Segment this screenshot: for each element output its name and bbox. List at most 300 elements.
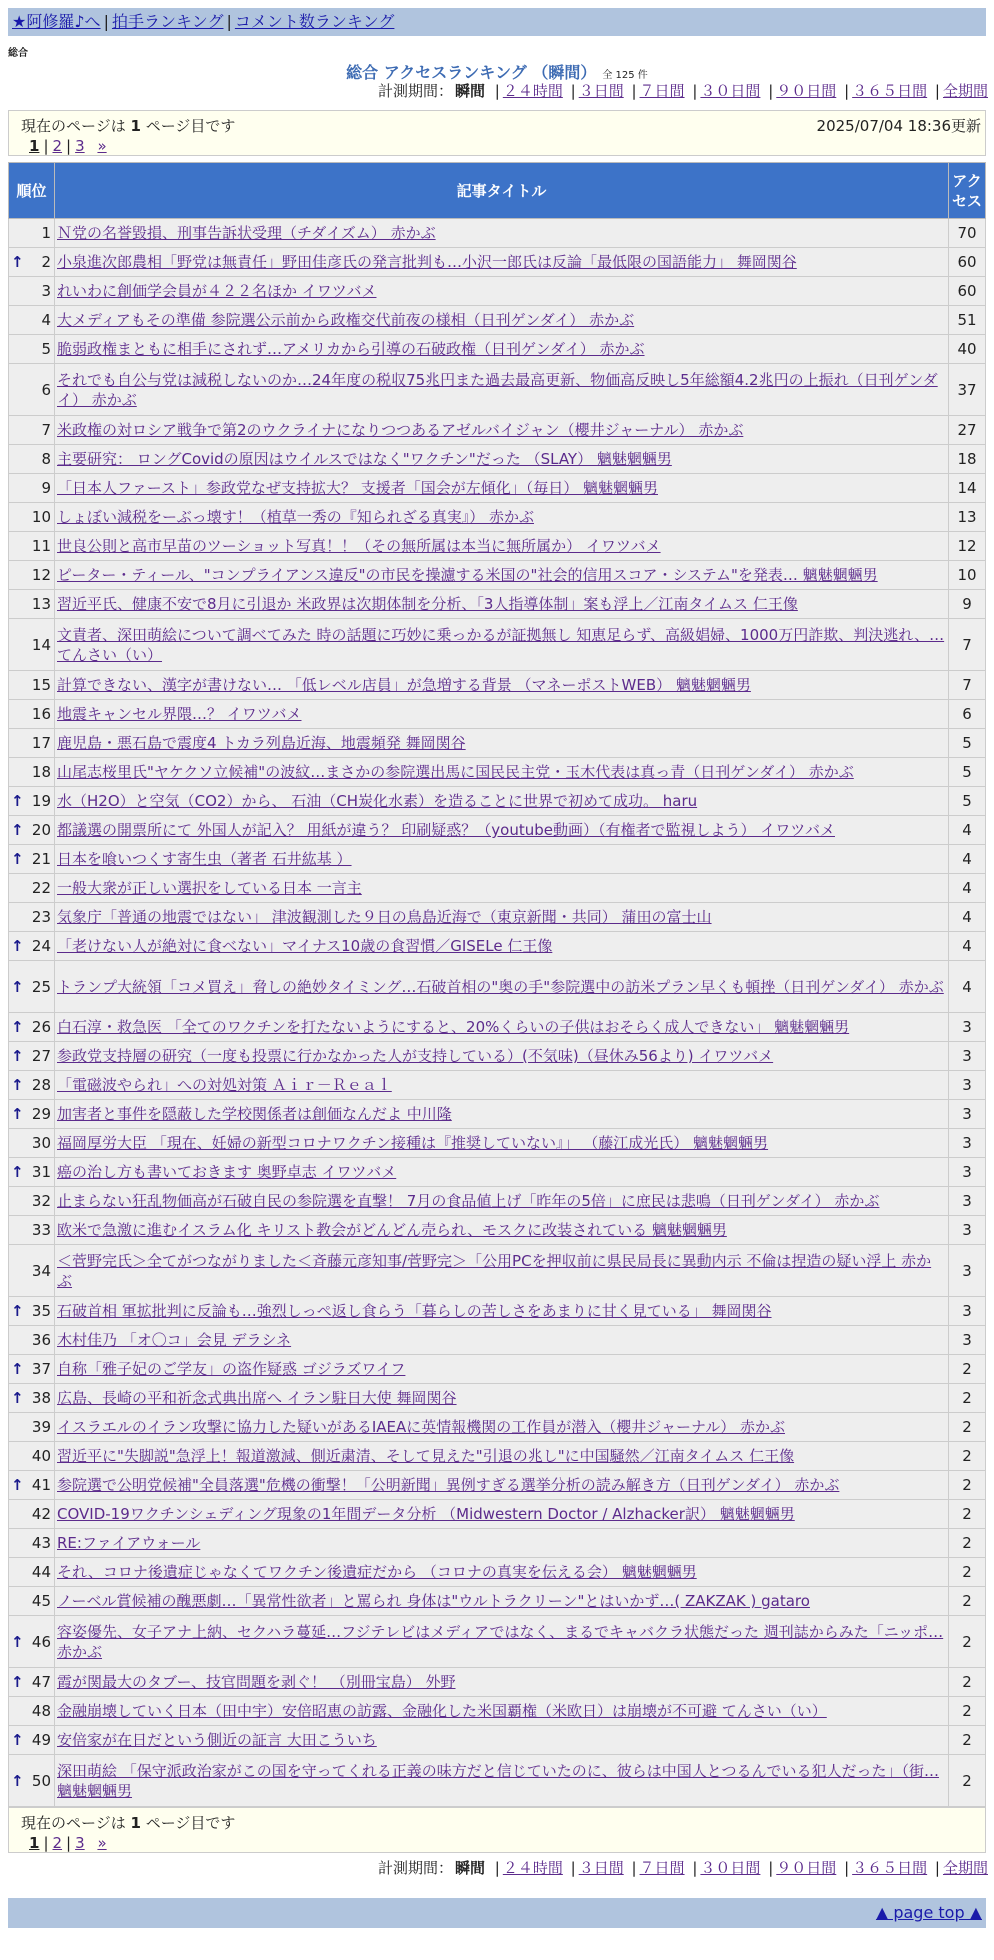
title-cell — [55, 1245, 949, 1297]
article-link[interactable]: イスラエルのイラン攻撃に協力した疑いがあるIAEAに英情報機関の工作員が潜入（櫻井ジャーナル） 赤かぶ — [57, 1418, 785, 1436]
clap-ranking-link[interactable]: 拍手ランキング — [111, 12, 224, 31]
rank-number: 18 — [31, 763, 51, 781]
rank-cell — [9, 1245, 55, 1297]
period-option-90d[interactable]: ９０日間 — [776, 1859, 837, 1877]
rank-cell — [9, 845, 55, 874]
access-count: 4 — [949, 816, 986, 845]
access-count: 2 — [949, 1755, 986, 1807]
rank-number: 13 — [31, 595, 51, 613]
pagination-page-2[interactable]: 2 — [52, 1834, 63, 1852]
title-cell — [55, 1529, 949, 1558]
article-link[interactable]: 木村佳乃 「オ〇コ」会見 デラシネ — [57, 1331, 292, 1349]
period-option-90d[interactable]: ９０日間 — [776, 82, 837, 100]
total-count: 全 125 件 — [602, 70, 648, 81]
article-link[interactable]: 欧米で急激に進むイスラム化 キリスト教会がどんどん売られ、モスクに改装されている 魑魅魍魎男 — [57, 1221, 727, 1239]
rank-cell — [9, 1668, 55, 1697]
rank-number: 16 — [31, 705, 51, 723]
period-option-3d[interactable]: ３日間 — [578, 82, 624, 100]
rank-number: 24 — [31, 937, 51, 955]
title-cell — [55, 1013, 949, 1042]
article-link[interactable]: 広島、長崎の平和祈念式典出席へ イラン駐日大使 舞岡関谷 — [57, 1389, 457, 1407]
access-count: 2 — [949, 1558, 986, 1587]
rank-cell — [9, 700, 55, 729]
access-count: 3 — [949, 1187, 986, 1216]
title-cell — [55, 1755, 949, 1807]
table-row — [9, 671, 986, 700]
rank-number: 47 — [31, 1673, 51, 1691]
article-link[interactable]: ピーター・ティール、"コンプライアンス違反"の市民を操濾する米国の"社会的信用スコア・システム"を発表… 魑魅魍魎男 — [57, 566, 878, 584]
rank-number: 43 — [31, 1534, 51, 1552]
table-row — [9, 335, 986, 364]
access-count: 4 — [949, 874, 986, 903]
table-row — [9, 474, 986, 503]
title-cell — [55, 671, 949, 700]
article-link[interactable]: 日本を喰いつくす寄生虫（著者 石井紘基 ） — [57, 850, 352, 868]
rank-number: 28 — [31, 1076, 51, 1094]
rank-up-icon: ↑ — [11, 1771, 24, 1790]
article-link[interactable]: Ｎ党の名誉毀損、刑事告訴状受理（チダイズム） 赤かぶ — [57, 224, 436, 242]
access-count: 2 — [949, 1587, 986, 1616]
pagination-page-2[interactable]: 2 — [52, 137, 63, 155]
rank-cell — [9, 1013, 55, 1042]
rank-up-icon: ↑ — [11, 1018, 24, 1036]
table-row — [9, 1326, 986, 1355]
table-row — [9, 1500, 986, 1529]
rank-number: 17 — [31, 734, 51, 752]
title-cell — [55, 619, 949, 671]
rank-cell — [9, 1558, 55, 1587]
rank-number: 14 — [31, 635, 51, 654]
footer-bar — [8, 1898, 986, 1928]
table-row — [9, 1726, 986, 1755]
table-row — [9, 903, 986, 932]
table-row — [9, 1616, 986, 1668]
pagination-current: 1 — [29, 137, 40, 155]
title-cell — [55, 503, 949, 532]
title-cell — [55, 1587, 949, 1616]
period-selector-bottom: 計測期間： 瞬間 | ２４時間 | ３日間 | ７日間 | ３０日間 | ９０日間 | ３６５日間 | 全期間 — [377, 1859, 988, 1877]
article-link[interactable]: 主要研究： ロングCovidの原因はウイルスではなく"ワクチン"だった （SLAY） 魑魅魍魎男 — [57, 450, 672, 468]
table-row — [9, 1245, 986, 1297]
article-link[interactable]: トランプ大統領「コメ買え」脅しの絶妙タイミング…石破首相の"奥の手"参院選中の訪米プラン早くも頓挫（日刊ゲンダイ） 赤かぶ — [57, 977, 944, 996]
access-count: 37 — [949, 364, 986, 416]
article-link[interactable]: 参院選で公明党候補"全員落選"危機の衝撃！「公明新聞」異例すぎる選挙分析の読み解き方（日刊ゲンダイ） 赤かぶ — [57, 1476, 840, 1494]
period-option-24h[interactable]: ２４時間 — [502, 82, 563, 100]
rank-cell — [9, 248, 55, 277]
table-row — [9, 1158, 986, 1187]
access-count: 7 — [949, 619, 986, 671]
article-link[interactable]: 霞が関最大のタブー、技官問題を剥ぐ！ （別冊宝島） 外野 — [57, 1673, 456, 1691]
access-count: 5 — [949, 729, 986, 758]
article-link[interactable]: 大メディアもその準備 参院選公示前から政権交代前夜の様相（日刊ゲンダイ） 赤かぶ — [57, 311, 635, 329]
article-link[interactable]: 世良公則と高市早苗のツーショット写真！！（その無所属は本当に無所属か） イワツバメ — [57, 537, 661, 555]
rank-header: 順位 — [9, 163, 55, 219]
table-row — [9, 1384, 986, 1413]
rank-cell — [9, 1442, 55, 1471]
article-link[interactable]: 「老けない人が絶対に食べない」マイナス10歳の食習慣／GISELe 仁王像 — [57, 937, 553, 955]
access-count: 2 — [949, 1384, 986, 1413]
title-cell — [55, 1413, 949, 1442]
title-cell — [55, 932, 949, 961]
rank-up-icon: ↑ — [11, 1047, 24, 1065]
rank-up-icon: ↑ — [11, 1476, 24, 1494]
rank-cell — [9, 219, 55, 248]
table-row — [9, 1100, 986, 1129]
title-cell — [55, 364, 949, 416]
ranking-table — [8, 162, 986, 1807]
table-row — [9, 416, 986, 445]
rank-up-icon: ↑ — [11, 1389, 24, 1407]
rank-number: 2 — [41, 253, 51, 271]
rank-up-icon: ↑ — [11, 1105, 24, 1123]
rank-up-icon: ↑ — [11, 937, 24, 955]
pagination-next[interactable]: » — [97, 137, 107, 155]
rank-cell — [9, 1726, 55, 1755]
title-cell — [55, 1071, 949, 1100]
table-row — [9, 932, 986, 961]
title-cell — [55, 961, 949, 1013]
table-row — [9, 1187, 986, 1216]
table-row — [9, 248, 986, 277]
article-link[interactable]: 鹿児島・悪石島で震度4 トカラ列島近海、地震頻発 舞岡関谷 — [57, 734, 466, 752]
table-row — [9, 1529, 986, 1558]
table-row — [9, 758, 986, 787]
article-link[interactable]: 計算できない、漢字が書けない… 「低レベル店員」が急増する背景 （マネーポストWEB） 魑魅魍魎男 — [57, 676, 751, 694]
rank-number: 5 — [41, 340, 51, 358]
comment-ranking-link[interactable]: コメント数ランキング — [234, 12, 395, 31]
article-link[interactable]: 金融崩壊していく日本（田中宇）安倍昭恵の訪露、金融化した米国覇権（米欧日）は崩壊が不可避 てんさい（い） — [57, 1702, 827, 1720]
period-option-3d[interactable]: ３日間 — [578, 1859, 624, 1877]
rank-cell — [9, 561, 55, 590]
rank-cell — [9, 1500, 55, 1529]
table-row — [9, 1013, 986, 1042]
access-count: 70 — [949, 219, 986, 248]
access-count: 12 — [949, 532, 986, 561]
rank-number: 46 — [31, 1632, 51, 1651]
home-link[interactable]: ★阿修羅♪へ — [12, 12, 101, 31]
rank-number: 34 — [31, 1261, 51, 1280]
rank-cell — [9, 1697, 55, 1726]
rank-up-icon: ↑ — [11, 253, 24, 271]
article-link[interactable]: ノーベル賞候補の醜悪劇…「異常性欲者」と罵られ 身体は"ウルトラクリーン"とはいかず…( ZAKZAK ) gataro — [57, 1592, 810, 1610]
rank-number: 35 — [31, 1302, 51, 1320]
article-link[interactable]: れいわに創価学会員が４２２名ほか イワツバメ — [57, 282, 377, 300]
access-count: 4 — [949, 932, 986, 961]
article-link[interactable]: 文責者、深田萌絵について調べてみた 時の話題に巧妙に乗っかるが証拠無し 知恵足らず、高級娼婦、1000万円詐欺、判決逃れ、… てんさい（い） — [57, 625, 945, 664]
article-link[interactable]: 習近平に"失脚説"急浮上！報道激減、側近粛清、そして見えた"引退の兆し"に中国騒然／江南タイムス 仁王像 — [57, 1447, 795, 1465]
rank-cell — [9, 787, 55, 816]
access-count: 2 — [949, 1726, 986, 1755]
access-count: 27 — [949, 416, 986, 445]
rank-number: 49 — [31, 1731, 51, 1749]
article-link[interactable]: 参政党支持層の研究（一度も投票に行かなかった人が支持している）(不気味)（昼休み56より) イワツバメ — [57, 1047, 774, 1065]
pagination-top: 1 | 2 | 3 » — [29, 137, 107, 155]
rank-cell — [9, 903, 55, 932]
article-link[interactable]: 都議選の開票所にて 外国人が記入？ 用紙が違う？ 印刷疑惑？（youtube動画）（有権者で監視しよう） イワツバメ — [57, 821, 835, 839]
period-option-365d[interactable]: ３６５日間 — [852, 82, 928, 100]
period-option-30d[interactable]: ３０日間 — [700, 82, 761, 100]
rank-number: 15 — [31, 676, 51, 694]
period-option-365d[interactable]: ３６５日間 — [852, 1859, 928, 1877]
article-link[interactable]: 脆弱政権まともに相手にされず…アメリカから引導の石破政権（日刊ゲンダイ） 赤かぶ — [57, 340, 645, 358]
period-option-all[interactable]: 全期間 — [942, 82, 988, 100]
title-cell — [55, 248, 949, 277]
table-row — [9, 1697, 986, 1726]
table-row — [9, 590, 986, 619]
access-count: 2 — [949, 1668, 986, 1697]
title-cell — [55, 1726, 949, 1755]
access-count: 2 — [949, 1500, 986, 1529]
title-cell — [55, 1129, 949, 1158]
table-row — [9, 1042, 986, 1071]
rank-up-icon: ↑ — [11, 1731, 24, 1749]
article-link[interactable]: 癌の治し方も書いておきます 奥野卓志 イワツバメ — [57, 1163, 397, 1181]
title-cell — [55, 306, 949, 335]
period-option-all[interactable]: 全期間 — [942, 1859, 988, 1877]
rank-number: 12 — [31, 566, 51, 584]
table-row — [9, 561, 986, 590]
article-link[interactable]: それでも自公与党は減税しないのか…24年度の税収75兆円また過去最高更新、物価高反映し5年総額4.2兆円の上振れ（日刊ゲンダイ） 赤かぶ — [57, 370, 938, 409]
title-cell — [55, 845, 949, 874]
rank-number: 25 — [31, 977, 51, 996]
current-page-text: 現在のページは 1 ページ目です — [21, 117, 236, 135]
table-row — [9, 1129, 986, 1158]
current-page-text: 現在のページは 1 ページ目です — [21, 1814, 236, 1832]
rank-cell — [9, 1187, 55, 1216]
rank-number: 20 — [31, 821, 51, 839]
rank-cell — [9, 532, 55, 561]
table-row — [9, 532, 986, 561]
article-link[interactable]: 地震キャンセル界隈…？ イワツバメ — [57, 705, 302, 723]
rank-cell — [9, 306, 55, 335]
rank-number: 4 — [41, 311, 51, 329]
page-info-top — [8, 110, 986, 156]
title-cell — [55, 219, 949, 248]
pagination-page-3[interactable]: 3 — [75, 137, 85, 155]
table-row — [9, 277, 986, 306]
rank-number: 32 — [31, 1192, 51, 1210]
title-cell — [55, 903, 949, 932]
rank-cell — [9, 1129, 55, 1158]
access-count: 60 — [949, 248, 986, 277]
article-link[interactable]: しょぼい減税をーぶっ壊す！（植草一秀の『知られざる真実』） 赤かぶ — [57, 508, 534, 526]
table-row — [9, 845, 986, 874]
article-link[interactable]: 米政権の対ロシア戦争で第2のウクライナになりつつあるアゼルバイジャン（櫻井ジャーナル） 赤かぶ — [57, 421, 744, 439]
article-link[interactable]: 容姿優先、女子アナ上納、セクハラ蔓延…フジテレビはメディアではなく、まるでキャバクラ状態だった 週刊誌からみた「ニッポ… 赤かぶ — [57, 1622, 944, 1661]
rank-number: 19 — [31, 792, 51, 810]
title-cell — [55, 1500, 949, 1529]
rank-up-icon: ↑ — [11, 821, 24, 839]
pagination-current: 1 — [29, 1834, 40, 1852]
rank-number: 21 — [31, 850, 51, 868]
rank-number: 45 — [31, 1592, 51, 1610]
period-option-7d[interactable]: ７日間 — [639, 82, 685, 100]
rank-number: 50 — [31, 1771, 51, 1790]
table-row — [9, 1355, 986, 1384]
rank-cell — [9, 503, 55, 532]
table-row — [9, 1558, 986, 1587]
title-cell — [55, 1558, 949, 1587]
article-link[interactable]: 習近平氏、健康不安で8月に引退か 米政界は次期体制を分析、「3人指導体制」案も浮上／江南タイムス 仁王像 — [57, 595, 798, 613]
access-count: 2 — [949, 1697, 986, 1726]
rank-up-icon: ↑ — [11, 1673, 24, 1691]
article-link[interactable]: 止まらない狂乱物価高が石破自民の参院選を直撃！ 7月の食品値上げ「昨年の5倍」に庶民は悲鳴（日刊ゲンダイ） 赤かぶ — [57, 1192, 880, 1210]
rank-cell — [9, 1384, 55, 1413]
table-row — [9, 364, 986, 416]
table-row — [9, 1216, 986, 1245]
rank-number: 36 — [31, 1331, 51, 1349]
rank-up-icon: ↑ — [11, 792, 24, 810]
rank-up-icon: ↑ — [11, 1076, 24, 1094]
rank-number: 37 — [31, 1360, 51, 1378]
article-link[interactable]: 深田萌絵 「保守派政治家がこの国を守ってくれる正義の味方だと信じていたのに、彼らは中国人とつるんでいる犯人だった」（街… 魑魅魍魎男 — [57, 1761, 939, 1800]
rank-cell — [9, 1297, 55, 1326]
access-count: 18 — [949, 445, 986, 474]
period-current: 瞬間 — [454, 82, 485, 100]
access-count: 14 — [949, 474, 986, 503]
article-link[interactable]: 「電磁波やられ」への対処対策 Ａｉｒ－Ｒｅａｌ — [57, 1076, 392, 1094]
title-cell — [55, 590, 949, 619]
rank-number: 11 — [31, 537, 51, 555]
rank-cell — [9, 474, 55, 503]
access-count: 51 — [949, 306, 986, 335]
rank-up-icon: ↑ — [11, 1632, 24, 1651]
rank-number: 41 — [31, 1476, 51, 1494]
article-link[interactable]: 山尾志桜里氏"ヤケクソ立候補"の波紋…まさかの参院選出馬に国民民主党・玉木代表は真っ青（日刊ゲンダイ） 赤かぶ — [57, 763, 854, 781]
rank-up-icon: ↑ — [11, 850, 24, 868]
title-cell — [55, 787, 949, 816]
article-link[interactable]: 一般大衆が正しい選択をしている日本 一言主 — [57, 879, 362, 897]
access-count: 3 — [949, 1071, 986, 1100]
pagination-page-3[interactable]: 3 — [75, 1834, 85, 1852]
access-count: 2 — [949, 1529, 986, 1558]
title-cell — [55, 1668, 949, 1697]
title-cell — [55, 1697, 949, 1726]
access-count: 10 — [949, 561, 986, 590]
article-link[interactable]: 白石淳・救急医 「全てのワクチンを打たないようにすると、20%くらいの子供はおそらく成人できない」 魑魅魍魎男 — [57, 1018, 850, 1036]
title-cell — [55, 1297, 949, 1326]
rank-cell — [9, 758, 55, 787]
article-link[interactable]: 安倍家が在日だという側近の証言 大田こういち — [57, 1731, 377, 1749]
title-cell — [55, 1216, 949, 1245]
page-info-bottom — [8, 1807, 986, 1853]
article-link[interactable]: 「日本人ファースト」参政党なぜ支持拡大？ 支援者「国会が左傾化」（毎日） 魑魅魍魎男 — [57, 479, 658, 497]
title-cell — [55, 1384, 949, 1413]
rank-up-icon: ↑ — [11, 1163, 24, 1181]
access-count: 4 — [949, 903, 986, 932]
rank-cell — [9, 1100, 55, 1129]
table-row — [9, 787, 986, 816]
article-link[interactable]: 気象庁「普通の地震ではない」 津波観測した９日の鳥島近海で（東京新聞・共同） 蒲田の富士山 — [57, 908, 712, 926]
page-top-link[interactable]: ▲ page top ▲ — [875, 1903, 982, 1922]
rank-cell — [9, 445, 55, 474]
access-count: 3 — [949, 1158, 986, 1187]
access-count: 40 — [949, 335, 986, 364]
title-cell — [55, 335, 949, 364]
rank-number: 3 — [41, 282, 51, 300]
period-selector-top: 計測期間： 瞬間 | ２４時間 | ３日間 | ７日間 | ３０日間 | ９０日間 | ３６５日間 | 全期間 — [377, 82, 988, 100]
title-cell — [55, 445, 949, 474]
rank-number: 39 — [31, 1418, 51, 1436]
rank-cell — [9, 1413, 55, 1442]
period-label: 計測期間： — [377, 82, 453, 100]
rank-cell — [9, 671, 55, 700]
title-cell — [55, 532, 949, 561]
period-option-30d[interactable]: ３０日間 — [700, 1859, 761, 1877]
table-row — [9, 1413, 986, 1442]
access-count: 3 — [949, 1297, 986, 1326]
rank-cell — [9, 1326, 55, 1355]
rank-number: 48 — [31, 1702, 51, 1720]
article-link[interactable]: 加害者と事件を隠蔽した学校関係者は創価なんだよ 中川隆 — [57, 1105, 452, 1123]
article-link[interactable]: 石破首相 軍拡批判に反論も…強烈しっぺ返し食らう「暮らしの苦しさをあまりに甘く見ている」 舞岡関谷 — [57, 1302, 772, 1320]
table-row — [9, 445, 986, 474]
rank-up-icon: ↑ — [11, 1302, 24, 1320]
period-option-7d[interactable]: ７日間 — [639, 1859, 685, 1877]
access-count: 5 — [949, 758, 986, 787]
rank-cell — [9, 729, 55, 758]
table-row — [9, 700, 986, 729]
article-link[interactable]: COVID-19ワクチンシェディング現象の1年間データ分析 （Midwestern Doctor / Alzhacker訳） 魑魅魍魎男 — [57, 1505, 795, 1523]
rank-number: 27 — [31, 1047, 51, 1065]
rank-cell — [9, 1216, 55, 1245]
access-count: 2 — [949, 1413, 986, 1442]
article-link[interactable]: RE:ファイアウォール — [57, 1534, 201, 1552]
access-count: 2 — [949, 1442, 986, 1471]
table-row — [9, 1587, 986, 1616]
rank-number: 9 — [41, 479, 51, 497]
rank-number: 22 — [31, 879, 51, 897]
rank-number: 26 — [31, 1018, 51, 1036]
rank-cell — [9, 1529, 55, 1558]
pagination-next[interactable]: » — [97, 1834, 107, 1852]
rank-cell — [9, 1355, 55, 1384]
access-count: 13 — [949, 503, 986, 532]
table-row — [9, 729, 986, 758]
access-count: 2 — [949, 1471, 986, 1500]
title-cell — [55, 700, 949, 729]
rank-cell — [9, 874, 55, 903]
title-cell — [55, 1442, 949, 1471]
access-count: 60 — [949, 277, 986, 306]
period-current: 瞬間 — [454, 1859, 485, 1877]
article-link[interactable]: 小泉進次郎農相「野党は無責任」野田佳彦氏の発言批判も…小沢一郎氏は反論「最低限の国語能力」 舞岡関谷 — [57, 253, 797, 271]
access-count: 3 — [949, 1100, 986, 1129]
rank-cell — [9, 416, 55, 445]
article-link[interactable]: それ、コロナ後遺症じゃなくてワクチン後遺症だから （コロナの真実を伝える会） 魑魅魍魎男 — [57, 1563, 697, 1581]
pagination-bottom: 1 | 2 | 3 » — [29, 1834, 107, 1852]
access-count: 3 — [949, 1245, 986, 1297]
access-count: 2 — [949, 1616, 986, 1668]
article-link[interactable]: ＜菅野完氏＞全てがつながりました＜斉藤元彦知事/菅野完＞「公用PCを押収前に県民局長に異動内示 不倫は捏造の疑い浮上 赤かぶ — [57, 1251, 932, 1290]
access-count: 4 — [949, 961, 986, 1013]
article-link[interactable]: 水（H2O）と空気（CO2）から、 石油（CH炭化水素）を造ることに世界で初めて成功。 haru — [57, 792, 698, 810]
rank-cell — [9, 932, 55, 961]
rank-up-icon: ↑ — [11, 977, 24, 996]
table-row — [9, 1668, 986, 1697]
article-link[interactable]: 自称「雅子妃のご学友」の盗作疑惑 ゴジラズワイフ — [57, 1360, 406, 1378]
title-cell — [55, 1042, 949, 1071]
table-row — [9, 874, 986, 903]
rank-number: 10 — [31, 508, 51, 526]
rank-cell — [9, 1042, 55, 1071]
article-link[interactable]: 福岡厚労大臣 「現在、妊婦の新型コロナワクチン接種は『推奨していない』」 （藤江成光氏） 魑魅魍魎男 — [57, 1134, 769, 1152]
period-option-24h[interactable]: ２４時間 — [502, 1859, 563, 1877]
access-count: 9 — [949, 590, 986, 619]
access-count: 3 — [949, 1326, 986, 1355]
title-cell — [55, 1326, 949, 1355]
table-row — [9, 1297, 986, 1326]
